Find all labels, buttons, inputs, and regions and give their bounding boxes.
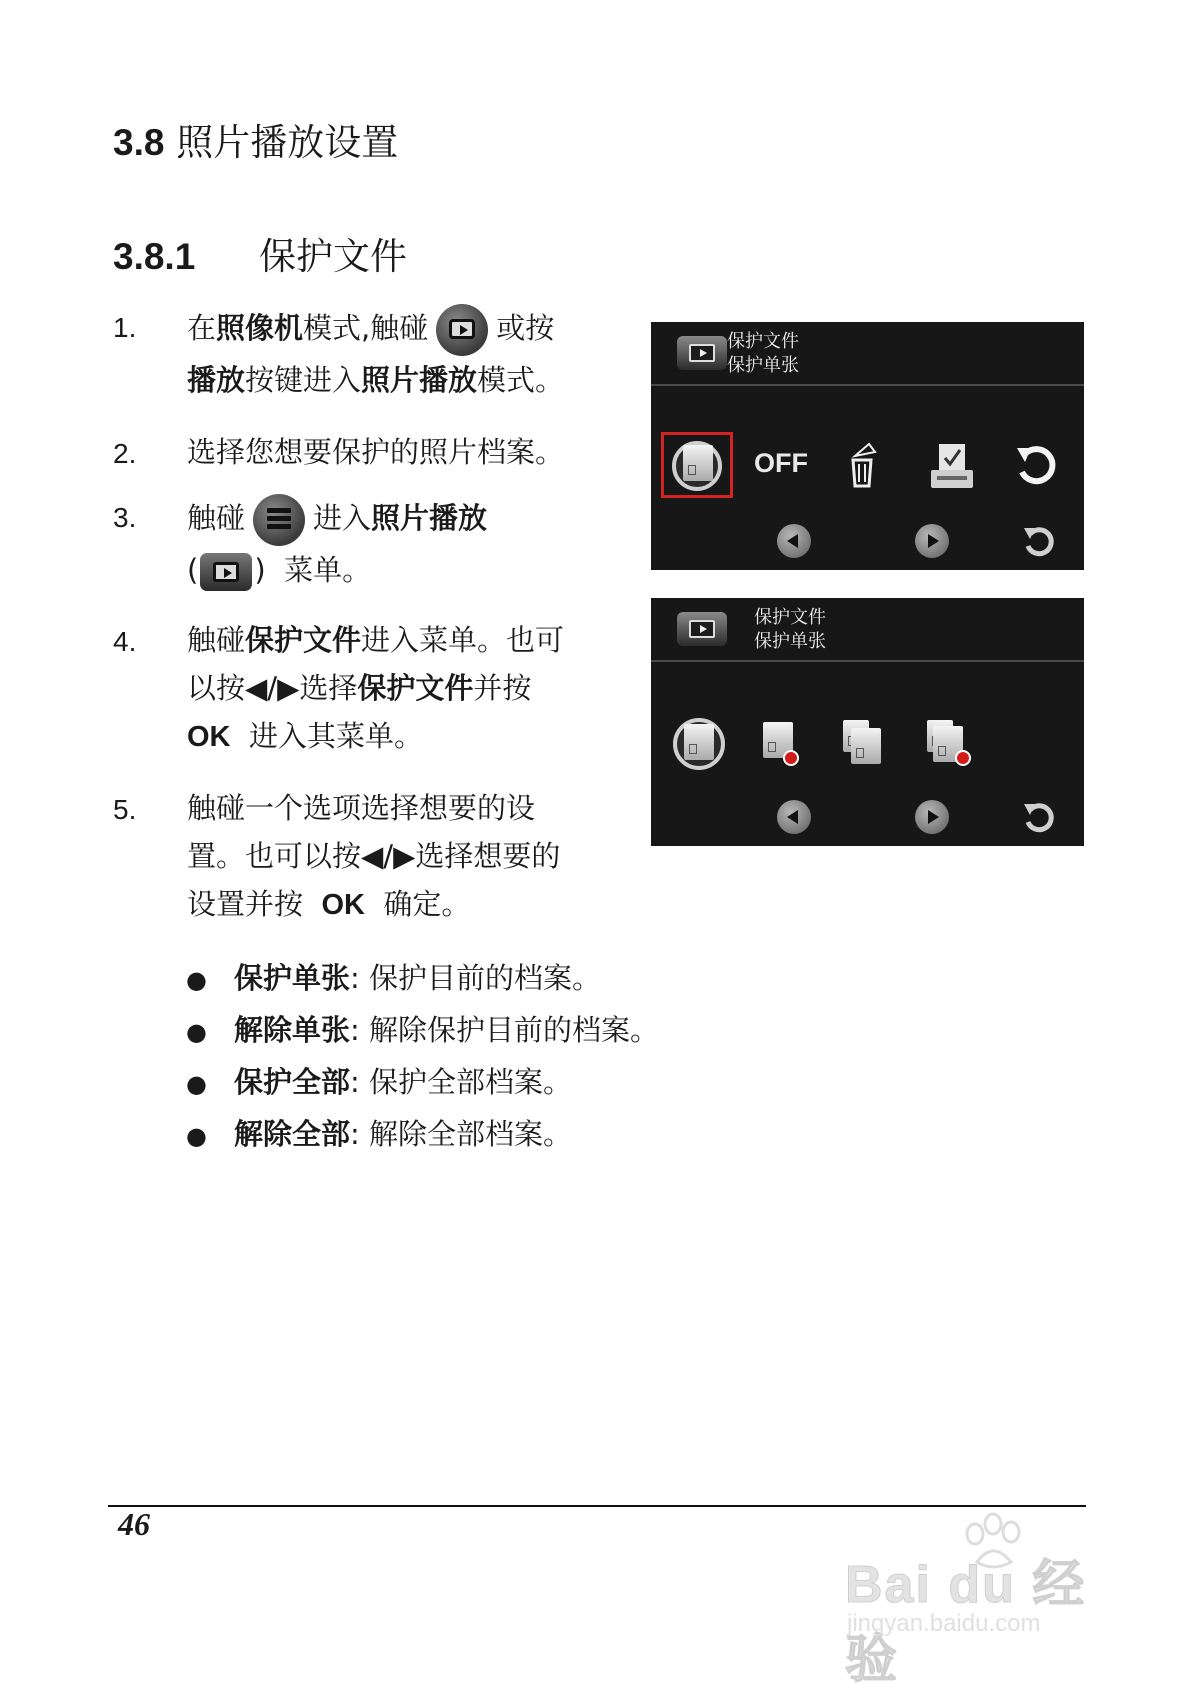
bullet-icon: ● (186, 1070, 207, 1098)
step-4-line-1 (187, 620, 564, 660)
text: 进入其菜单。 (248, 719, 423, 753)
unprotect-single-option[interactable] (761, 722, 805, 768)
menu-button-icon[interactable] (253, 494, 305, 546)
bold-text: 照片播放 (361, 363, 478, 397)
section-number: 3.8 (113, 122, 165, 163)
screen-header (651, 322, 1084, 386)
print-icon[interactable] (929, 442, 975, 490)
bullet-icon: ● (186, 966, 207, 994)
screen-header-text (754, 606, 826, 654)
protect-all-option[interactable] (843, 720, 891, 768)
text: 菜单。 (284, 553, 372, 587)
off-label: OFF (754, 448, 808, 478)
step-3-line-2 (187, 550, 371, 591)
back-icon[interactable] (1021, 798, 1059, 836)
section-title (113, 112, 398, 166)
step-2-text: 选择您想要保护的照片档案。 (187, 435, 565, 469)
screen-header (651, 598, 1084, 662)
menu-title: 保护文件 (754, 607, 826, 628)
ok-key-label: OK (187, 721, 231, 753)
protect-single-option[interactable] (671, 716, 727, 772)
option-bullet (186, 1062, 572, 1104)
text: ) (254, 553, 266, 587)
option-bullet (186, 958, 601, 1000)
protect-file-menu-item[interactable] (661, 432, 733, 498)
option-label: 解除全部 (234, 1117, 351, 1151)
text: 在 (187, 311, 217, 345)
step-number: 2. (113, 438, 137, 469)
text: : (350, 1117, 360, 1151)
option-desc: 解除全部档案。 (369, 1117, 573, 1151)
subsection-number: 3.8.1 (113, 236, 196, 277)
unprotect-all-option[interactable] (927, 720, 975, 768)
bold-text: 照片播放 (371, 501, 488, 535)
text: 或按 (496, 311, 555, 345)
menu-value: 保护单张 (727, 355, 799, 376)
step-number: 5. (113, 794, 137, 825)
menu-title: 保护文件 (727, 331, 799, 352)
step-5-line-1: 触碰一个选项选择想要的设 (187, 791, 536, 825)
text: : (350, 1065, 360, 1099)
bold-text: 保护文件 (357, 671, 474, 705)
text: 触碰 (187, 623, 246, 657)
step-number: 4. (113, 626, 137, 657)
unlock-badge-icon (955, 750, 971, 766)
step-number: 1. (113, 312, 137, 343)
step-4-line-3 (187, 716, 423, 757)
text: 以按◀/▶选择 (187, 671, 358, 705)
subsection-title-text: 保护文件 (259, 235, 407, 278)
option-desc: 解除保护目前的档案。 (369, 1013, 660, 1047)
step-number: 3. (113, 502, 137, 533)
text: : (350, 1013, 360, 1047)
step-5-line-3 (187, 884, 470, 925)
nav-right-button[interactable] (915, 800, 949, 834)
camera-screen-protect-submenu (651, 598, 1084, 846)
option-bullet (186, 1114, 572, 1156)
watermark-brand: Bai du 经验 (845, 1556, 1087, 1689)
option-label: 解除单张 (234, 1013, 351, 1047)
text: 确定。 (383, 887, 471, 921)
bullet-icon: ● (186, 1122, 207, 1150)
menu-value: 保护单张 (754, 631, 826, 652)
text: 按键进入 (245, 363, 362, 397)
option-desc: 保护目前的档案。 (369, 961, 602, 995)
step-4-line-2 (187, 668, 531, 708)
step-1-line-2 (187, 360, 564, 400)
bold-text: 照像机 (216, 311, 304, 345)
bullet-icon: ● (186, 1018, 207, 1046)
bold-text: 保护文件 (245, 623, 362, 657)
nav-left-button[interactable] (777, 800, 811, 834)
watermark-url: jingyan.baidu.com (847, 1610, 1041, 1637)
subsection-title (113, 226, 407, 280)
nav-right-button[interactable] (915, 524, 949, 558)
text: 设置并按 (187, 887, 304, 921)
text: 触碰 (187, 501, 246, 535)
section-title-text: 照片播放设置 (176, 121, 399, 164)
step-3-line-1 (187, 494, 487, 546)
delete-icon[interactable] (845, 442, 879, 488)
option-label: 保护单张 (234, 961, 351, 995)
playback-button-icon[interactable] (436, 304, 488, 356)
text: 进入 (313, 501, 372, 535)
camera-screen-playback-menu (651, 322, 1084, 570)
playback-mode-icon (677, 612, 727, 646)
text: 模式。 (477, 363, 565, 397)
ok-key-label: OK (321, 889, 365, 921)
text: 进入菜单。也可 (361, 623, 565, 657)
screen-header-text (727, 330, 799, 378)
option-label: 保护全部 (234, 1065, 351, 1099)
step-1-line-1 (187, 304, 554, 356)
option-desc: 保护全部档案。 (369, 1065, 573, 1099)
return-icon[interactable] (1013, 440, 1063, 490)
slideshow-off-icon[interactable] (754, 448, 808, 479)
text: 并按 (473, 671, 532, 705)
text: 模式,触碰 (303, 311, 429, 345)
back-icon[interactable] (1021, 522, 1059, 560)
page-number: 46 (118, 1506, 150, 1542)
playback-mode-icon (677, 336, 727, 370)
baidu-watermark (845, 1512, 1125, 1689)
text: : (350, 961, 360, 995)
unlock-badge-icon (783, 750, 799, 766)
text: ( (187, 553, 199, 587)
footer-rule (108, 1505, 1086, 1507)
playback-menu-icon (200, 553, 252, 591)
bold-text: 播放 (187, 363, 246, 397)
option-bullet (186, 1010, 659, 1052)
nav-left-button[interactable] (777, 524, 811, 558)
step-5-line-2: 置。也可以按◀/▶选择想要的 (187, 839, 561, 873)
